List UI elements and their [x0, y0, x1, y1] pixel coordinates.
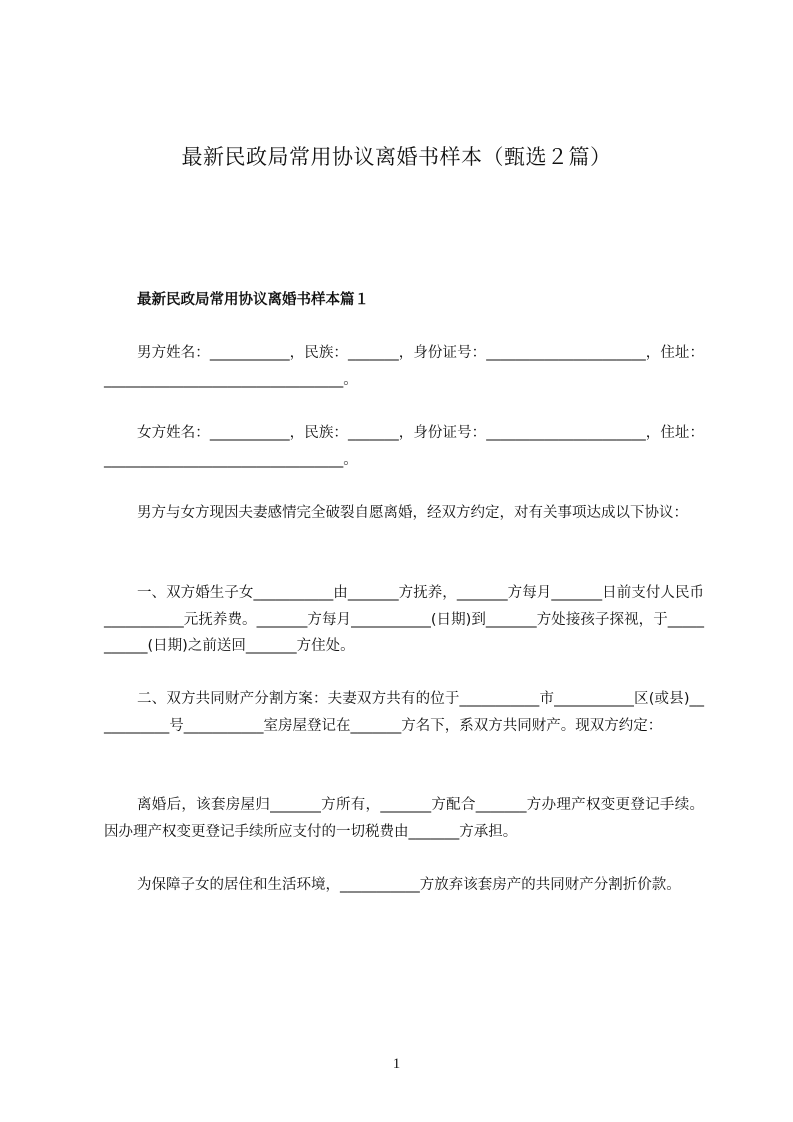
paragraph-property-division: 二、双方共同财产分割方案：夫妻双方共有的位于___________市___________区(或县)___________号___________室房屋登记在_______方名下，系双方共同财产。现双方约定： [104, 691, 704, 734]
paragraph-house-ownership: 离婚后，该套房屋归_______方所有，_______方配合_______方办理产权变更登记手续。因办理产权变更登记手续所应支付的一切税费由_______方承担。 [104, 797, 704, 840]
paragraph-agreement-intro: 男方与女方现因夫妻感情完全破裂自愿离婚，经双方约定，对有关事项达成以下协议： [137, 505, 688, 521]
paragraph-child-custody: 一、双方婚生子女___________由_______方抚养，_______方每月_______日前支付人民币___________元抚养费。_______方每月___________(日期)到_______方处接孩子探视，于___________(日期)之前送回_______方住处。 [104, 585, 704, 654]
paragraph-female-info: 女方姓名：___________，民族：_______，身份证号：______________________，住址：_________________________________。 [104, 425, 704, 468]
section-title: 最新民政局常用协议离婚书样本篇１ [137, 292, 369, 308]
page-number: 1 [392, 1056, 401, 1072]
paragraph-child-housing: 为保障子女的居住和生活环境，___________方放弃该套房产的共同财产分割折价款。 [137, 877, 681, 893]
paragraph-male-info: 男方姓名：___________，民族：_______，身份证号：______________________，住址：_________________________________。 [104, 345, 704, 388]
document-title: 最新民政局常用协议离婚书样本（甄选２篇） [181, 145, 612, 169]
